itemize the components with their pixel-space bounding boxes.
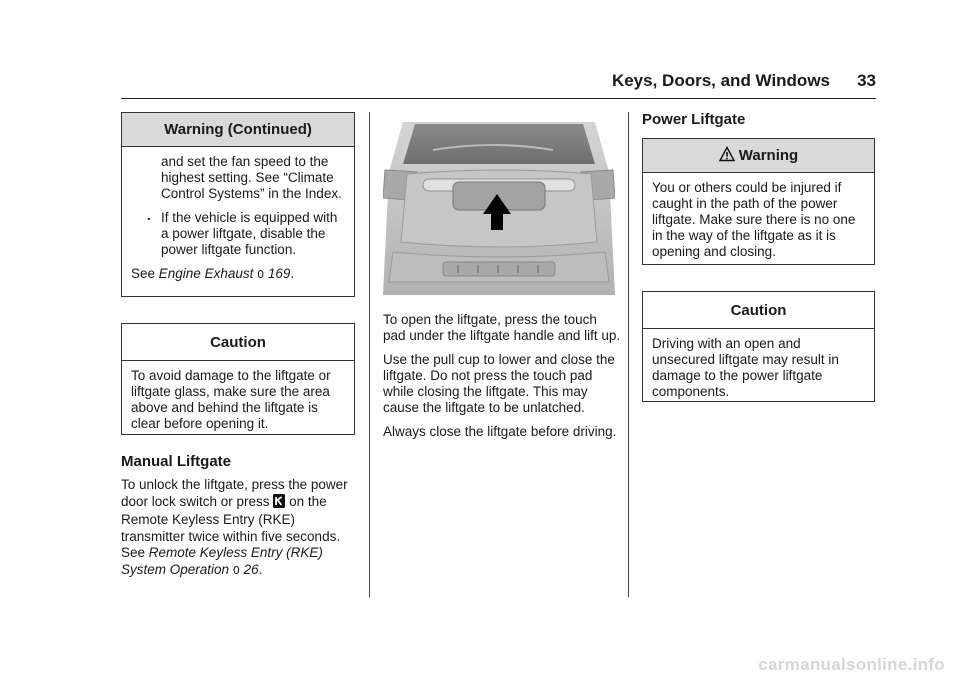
rke-reference-link[interactable]: Remote Keyless Entry (RKE) System Operation (121, 545, 323, 577)
see-reference: See Engine Exhaust 0 169. (131, 266, 295, 281)
reference-link[interactable]: Engine Exhaust (158, 266, 254, 281)
section-title: Keys, Doors, and Windows (611, 71, 830, 90)
caution-title-left: Caution (122, 324, 354, 361)
caution-text-right: Driving with an open and unsecured liftgate may result in damage to the power liftgate components. (652, 336, 839, 399)
manual-liftgate-heading: Manual Liftgate (121, 453, 232, 470)
bullet-item (131, 210, 345, 258)
reference-page[interactable]: 169 (267, 266, 291, 281)
instruction-close: Use the pull cup to lower and close the liftgate. Do not press the touch pad while closing the liftgate. This may cause the liftgate to be unlatched. (383, 352, 615, 415)
power-liftgate-instructions (383, 312, 623, 448)
warning-continued-text: and set the fan speed to the highest setting. See “Climate Control Systems” in the Index. (161, 154, 342, 201)
warning-title-right: Warning (643, 139, 874, 173)
warning-continued-title: Warning (Continued) (122, 113, 354, 147)
header-rule (121, 98, 876, 99)
bullet-mark: . (147, 208, 151, 223)
instruction-before-driving: Always close the liftgate before driving. (383, 424, 617, 439)
column-divider-right (628, 112, 629, 597)
power-liftgate-heading: Power Liftgate (642, 111, 746, 128)
rke-unlock-key-icon (273, 494, 285, 513)
rke-reference-page[interactable]: 26 (243, 561, 259, 577)
watermark: carmanualsonline.info (758, 655, 945, 674)
caution-title-right: Caution (643, 292, 874, 329)
column-divider-left (369, 112, 370, 597)
caution-box-right (642, 291, 875, 402)
warning-text-right: You or others could be injured if caught in the path of the power liftgate. Make sure there is no one in the way of the liftgate as it is opening and closing. (652, 180, 856, 259)
liftgate-illustration (383, 112, 615, 295)
instruction-open: To open the liftgate, press the touch pad under the liftgate handle and lift up. (383, 312, 621, 343)
warning-continued-body (122, 147, 354, 283)
warning-continued-box (121, 112, 355, 297)
warning-triangle-icon (719, 141, 735, 174)
page-number: 33 (857, 71, 876, 90)
caution-box-left (121, 323, 355, 435)
caution-text-left: To avoid damage to the liftgate or liftgate glass, make sure the area above and behind the liftgate is clear before opening it. (131, 368, 331, 431)
page-ref-arrow-icon: 0 (232, 563, 240, 577)
manual-liftgate-text: To unlock the liftgate, press the power door lock switch or press on the Remote Keyless Entry (RKE) transmitter twice within five seconds. See Remote Keyless Entry (RKE) System Operation 0 26. (121, 477, 348, 577)
warning-box-right (642, 138, 875, 265)
page-ref-arrow-icon: 0 (257, 268, 265, 281)
bullet-text: If the vehicle is equipped with a power liftgate, disable the power liftgate function. (161, 210, 338, 257)
